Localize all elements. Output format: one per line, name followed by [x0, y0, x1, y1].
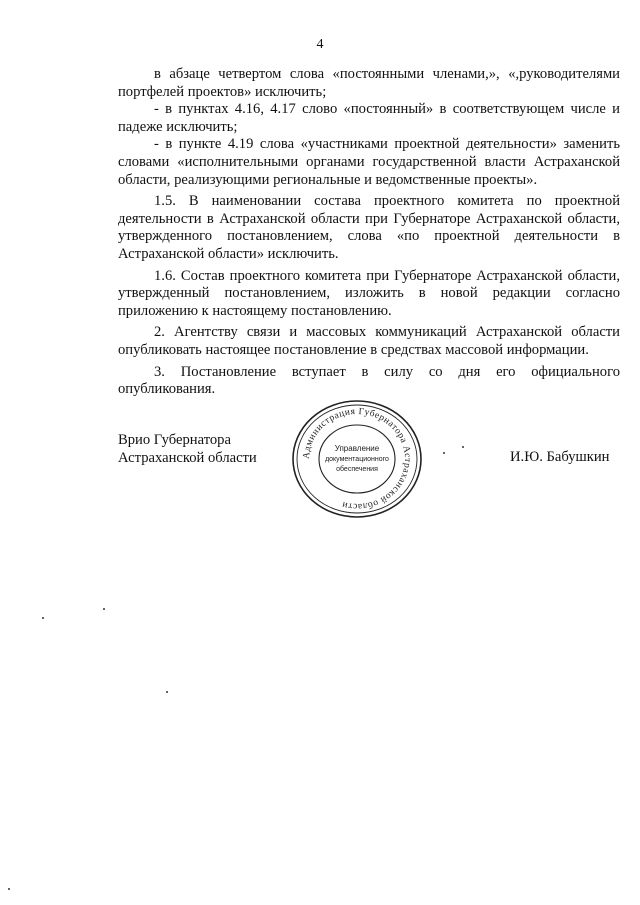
document-body: [118, 66, 620, 399]
scan-speck: [8, 888, 10, 890]
paragraph-2: - в пунктах 4.16, 4.17 слово «постоянный» в соответствующем числе и падеже исключить;: [118, 101, 620, 135]
stamp-center-line1: Управление: [334, 444, 380, 453]
signatory-title: [118, 431, 257, 467]
official-stamp: [290, 399, 424, 519]
signatory-name: И.Ю. Бабушкин: [510, 449, 610, 465]
stamp-center-line2: документационного: [325, 456, 389, 463]
stamp-ring-text: Администрация Губернатора Астраханской области: [301, 406, 413, 512]
scan-speck: [42, 617, 44, 619]
paragraph-7: 3. Постановление вступает в силу со дня его официального опубликования.: [118, 363, 620, 398]
paragraph-4: 1.5. В наименовании состава проектного комитета по проектной деятельности в Астраханской области при Губернаторе Астраханской области, утвержденного постановлением, слова «по проектной деятельности в Астраханской области» исключить.: [118, 193, 620, 262]
page-number: 4: [316, 37, 324, 52]
scan-speck: [462, 446, 464, 448]
scan-speck: [166, 691, 168, 693]
stamp-seal: [290, 399, 424, 519]
signatory-title-line1: Врио Губернатора: [118, 432, 231, 448]
scan-speck: [103, 608, 105, 610]
paragraph-5: 1.6. Состав проектного комитета при Губернаторе Астраханской области, утвержденный постановлением, изложить в новой редакции согласно приложению к настоящему постановлению.: [118, 267, 620, 319]
stamp-center-line3: обеспечения: [336, 466, 378, 473]
signatory-title-line2: Астраханской области: [118, 450, 257, 466]
paragraph-1: в абзаце четвертом слова «постоянными членами,», «,руководителями портфелей проектов» исключить;: [118, 66, 620, 100]
scan-speck: [443, 452, 445, 454]
paragraph-6: 2. Агентству связи и массовых коммуникаций Астраханской области опубликовать настоящее постановление в средствах массовой информации.: [118, 324, 620, 358]
paragraph-3: - в пункте 4.19 слова «участниками проектной деятельности» заменить словами «исполнительными органами государственной власти Астраханской области, реализующими региональные и ведомственные проекты».: [118, 136, 620, 188]
